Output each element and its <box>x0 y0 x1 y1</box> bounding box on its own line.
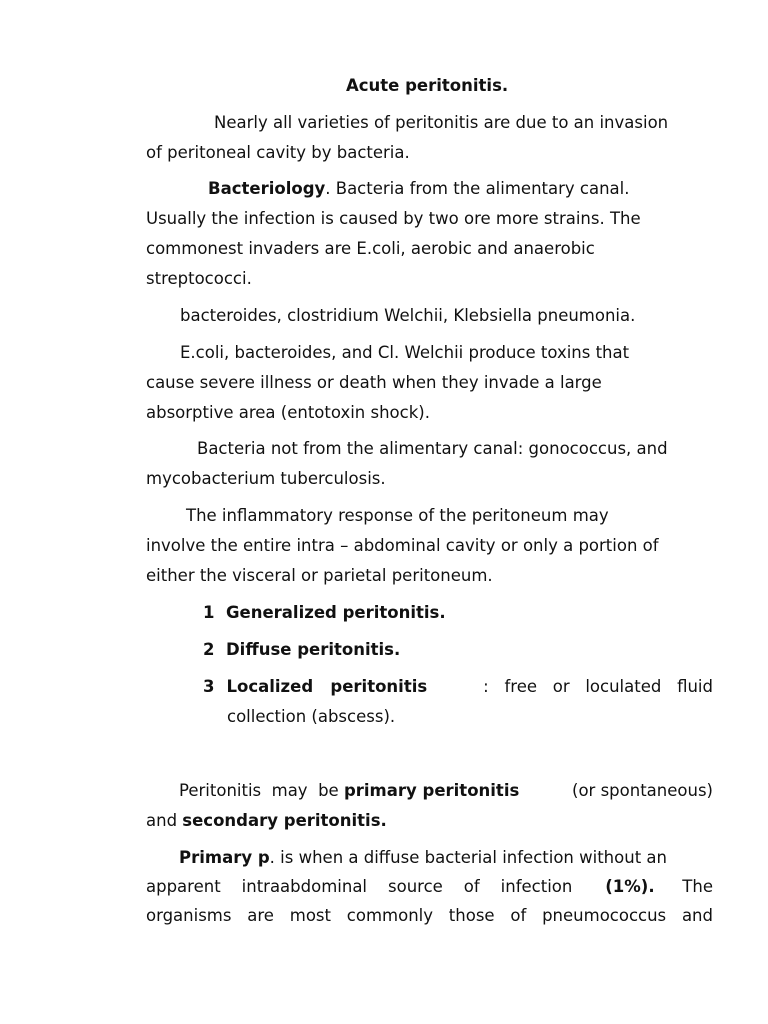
paragraph-8-text-l2a: apparent intraabdominal source of infection <box>146 877 594 896</box>
paragraph-7-text-c: (or spontaneous) <box>566 781 713 800</box>
paragraph-8-text-l2c: The <box>666 877 713 896</box>
paragraph-4-line-1: E.coli, bacteroides, and Cl. Welchii produce toxins that <box>180 343 630 362</box>
paragraph-6-line-3: either the visceral or parietal peritoneum. <box>146 566 493 585</box>
primary-peritonitis-term: primary peritonitis <box>343 781 520 800</box>
paragraph-5-line-1: Bacteria not from the alimentary canal: gonococcus, and <box>197 439 668 458</box>
paragraph-2-line-1 <box>208 174 629 204</box>
percentage-value: (1%). <box>605 877 655 896</box>
list-label: Diffuse peritonitis. <box>225 640 401 659</box>
paragraph-8-text-b: . is when a diffuse bacterial infection without an <box>269 848 667 867</box>
paragraph-4-line-3: absorptive area (entotoxin shock). <box>146 403 430 422</box>
list-item-2 <box>203 635 400 665</box>
bacteriology-heading: Bacteriology <box>208 179 326 198</box>
paragraph-1-line-1: Nearly all varieties of peritonitis are due to an invasion <box>214 113 669 132</box>
list-number: 3 <box>203 677 215 696</box>
paragraph-8-line-2 <box>146 872 713 902</box>
list-number: 1 <box>203 603 215 622</box>
list-label-rest: : free or loculated fluid <box>467 677 713 696</box>
paragraph-8-line-1 <box>179 843 713 873</box>
list-number: 2 <box>203 640 215 659</box>
paragraph-7-line-1 <box>179 776 713 806</box>
paragraph-7-text-d: and <box>146 811 183 830</box>
paragraph-1-line-2: of peritoneal cavity by bacteria. <box>146 143 410 162</box>
paragraph-4-line-2: cause severe illness or death when they invade a large <box>146 373 602 392</box>
paragraph-7-text-a: Peritonitis may be <box>179 781 344 800</box>
document-title: Acute peritonitis. <box>346 76 509 95</box>
paragraph-6-line-2: involve the entire intra – abdominal cavity or only a portion of <box>146 536 659 555</box>
paragraph-8-line-3: organisms are most commonly those of pneumococcus and <box>146 906 713 925</box>
paragraph-7-line-2 <box>146 806 387 836</box>
paragraph-2-line-2: Usually the infection is caused by two ore more strains. The <box>146 209 641 228</box>
list-item-3-continuation: collection (abscess). <box>227 707 396 726</box>
paragraph-3: bacteroides, clostridium Welchii, Klebsiella pneumonia. <box>180 306 636 325</box>
list-label: Generalized peritonitis. <box>225 603 446 622</box>
paragraph-2-line-1-rest: . Bacteria from the alimentary canal. <box>325 179 630 198</box>
primary-p-term: Primary p <box>179 848 270 867</box>
list-label: Localized peritonitis <box>226 677 428 696</box>
list-item-3 <box>203 672 713 702</box>
paragraph-2-line-3: commonest invaders are E.coli, aerobic and anaerobic <box>146 239 595 258</box>
paragraph-2-line-4: streptococci. <box>146 269 252 288</box>
paragraph-5-line-2: mycobacterium tuberculosis. <box>146 469 386 488</box>
paragraph-6-line-1: The inflammatory response of the peritoneum may <box>186 506 609 525</box>
list-item-1 <box>203 598 446 628</box>
secondary-peritonitis-term: secondary peritonitis. <box>182 811 387 830</box>
